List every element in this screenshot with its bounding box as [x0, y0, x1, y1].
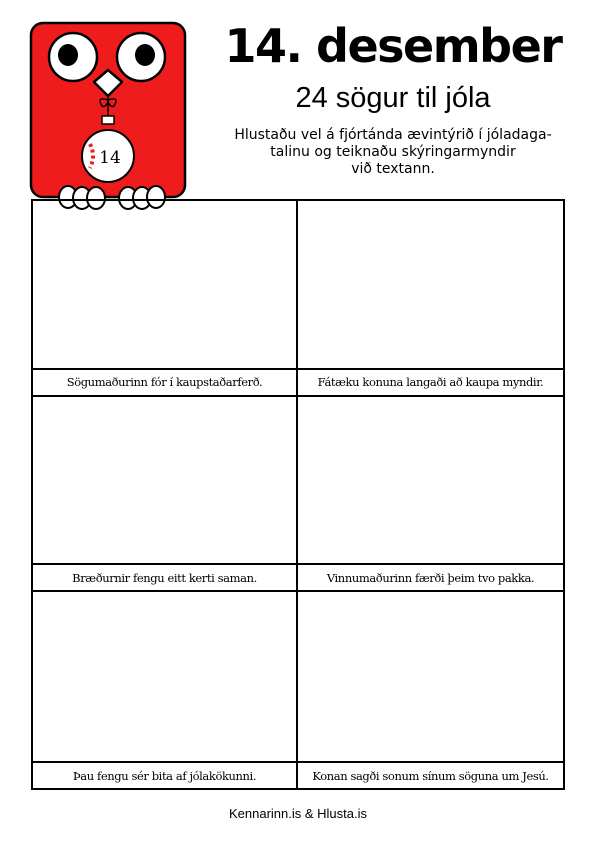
drawing-panel-1: [33, 201, 298, 397]
instructions-line: Hlustaðu vel á fjórtánda ævintýrið í jóladaga-: [234, 127, 552, 143]
drawing-panel-6: [298, 592, 563, 788]
drawing-panel-2: [298, 201, 563, 397]
panel-caption: Fátæku konuna langaði að kaupa myndir.: [298, 368, 563, 395]
drawing-panel-5: [33, 592, 298, 788]
drawing-area[interactable]: [298, 201, 563, 368]
panel-caption: Sögumaðurinn fór í kaupstaðarferð.: [33, 368, 296, 395]
panel-caption: Bræðurnir fengu eitt kerti saman.: [33, 563, 296, 590]
panel-caption: Konan sagði sonum sínum söguna um Jesú.: [298, 761, 563, 788]
drawing-area[interactable]: [33, 592, 296, 761]
drawing-area[interactable]: [298, 592, 563, 761]
drawing-area[interactable]: [298, 397, 563, 564]
page-title: 14. desember: [224, 19, 562, 73]
drawing-panel-4: [298, 397, 563, 593]
drawing-area[interactable]: [33, 201, 296, 368]
drawing-panel-3: [33, 397, 298, 593]
instructions-line: talinu og teiknaðu skýringarmyndir: [270, 144, 516, 160]
owl-mascot: [28, 20, 193, 212]
drawing-grid: [31, 199, 565, 790]
drawing-area[interactable]: [33, 397, 296, 564]
instructions-text: [206, 127, 580, 178]
ornament-number: 14: [99, 148, 121, 168]
footer-credit: Kennarinn.is & Hlusta.is: [228, 806, 367, 821]
owl-mascot-illustration: [28, 20, 193, 212]
panel-caption: Vinnumaðurinn færði þeim tvo pakka.: [298, 563, 563, 590]
panel-caption: Þau fengu sér bita af jólakökunni.: [33, 761, 296, 788]
instructions-line: við textann.: [351, 161, 435, 177]
page-subtitle: 24 sögur til jóla: [295, 82, 491, 114]
